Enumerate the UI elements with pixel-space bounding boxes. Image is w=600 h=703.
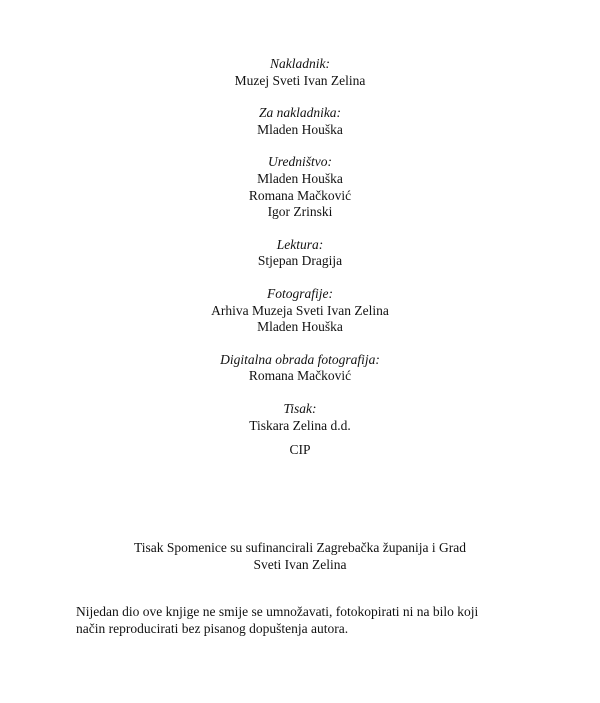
- credit-name: Stjepan Dragija: [257, 253, 343, 269]
- credit-name: Muzej Sveti Ivan Zelina: [234, 72, 366, 88]
- credit-role: Uredništvo:: [268, 154, 332, 170]
- credits-list: [0, 56, 600, 450]
- credit-proofreading: [0, 237, 600, 270]
- credit-role: Tisak:: [283, 400, 317, 416]
- credit-role: Digitalna obrada fotografija:: [220, 351, 380, 367]
- credit-role: Lektura:: [276, 236, 324, 252]
- copyright-notice: [76, 603, 536, 637]
- credit-name: Romana Mačković: [248, 187, 352, 203]
- copyright-line: način reproducirati bez pisanog dopuštenja autora.: [76, 621, 349, 636]
- credit-name: Mladen Houška: [257, 170, 343, 186]
- funding-line: Sveti Ivan Zelina: [253, 556, 347, 572]
- credit-editorial: [0, 154, 600, 220]
- credit-photographs: [0, 286, 600, 336]
- credit-photo-processing: [0, 352, 600, 385]
- credit-name: Arhiva Muzeja Sveti Ivan Zelina: [211, 302, 389, 318]
- funding-line: Tisak Spomenice su sufinancirali Zagrebačka županija i Grad: [133, 540, 467, 555]
- credit-name: Tiskara Zelina d.d.: [249, 417, 351, 433]
- credit-role: Fotografije:: [267, 285, 333, 301]
- credit-publisher: [0, 56, 600, 89]
- credit-name: Mladen Houška: [257, 319, 343, 335]
- credit-role: Nakladnik:: [270, 56, 330, 71]
- credit-printing: [0, 401, 600, 434]
- credit-name: Mladen Houška: [257, 121, 343, 137]
- credit-name: Romana Mačković: [248, 368, 352, 384]
- cip-label: CIP: [289, 442, 311, 457]
- copyright-line: Nijedan dio ove knjige ne smije se umnožavati, fotokopirati ni na bilo koji: [76, 604, 479, 619]
- credit-for-publisher: [0, 105, 600, 138]
- funding-note: [100, 540, 500, 573]
- credit-name: Igor Zrinski: [267, 204, 333, 220]
- credit-role: Za nakladnika:: [258, 105, 342, 121]
